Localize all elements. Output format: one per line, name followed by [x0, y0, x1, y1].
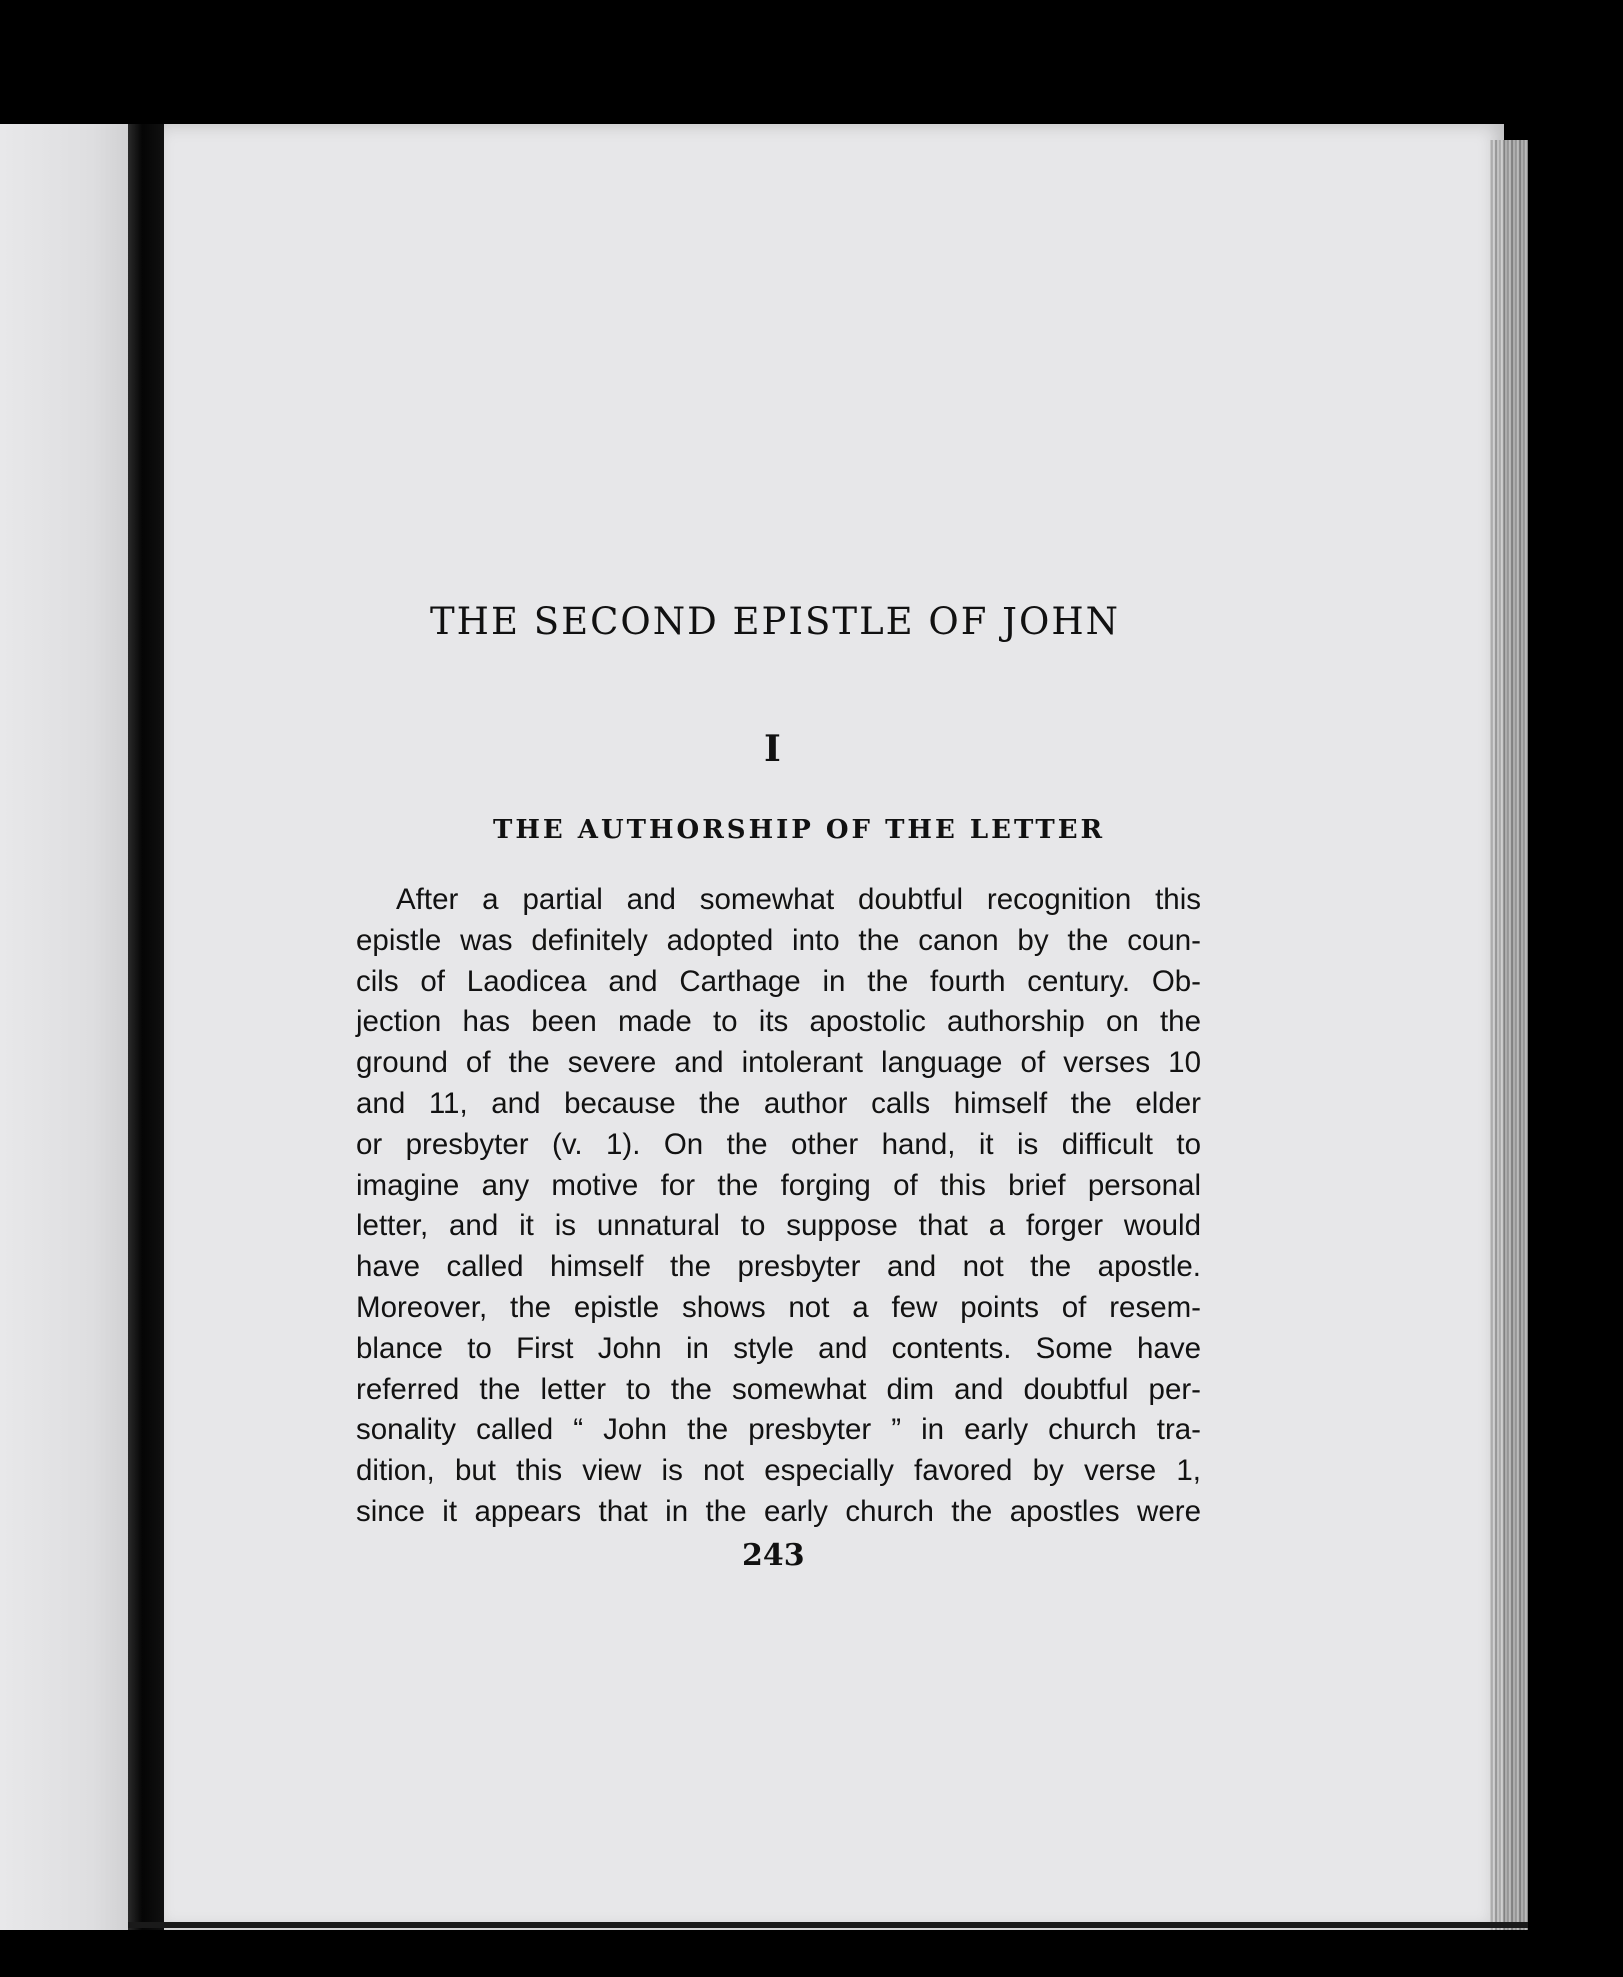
text-line: letter, and it is unnatural to suppose that a forger would [356, 1209, 1201, 1243]
text-line: or presbyter (v. 1). On the other hand, it is difficult to [356, 1127, 1201, 1161]
chapter-title: THE SECOND EPISTLE OF JOHN [430, 600, 1120, 643]
paragraph [356, 880, 1201, 1533]
text-line: cils of Laodicea and Carthage in the fourth century. Ob- [356, 964, 1201, 998]
page-number: 243 [742, 1538, 805, 1573]
text-line: since it appears that in the early church the apostles were [356, 1494, 1201, 1528]
text-line: jection has been made to its apostolic authorship on the [356, 1005, 1201, 1039]
text-line: After a partial and somewhat doubtful recognition this [396, 883, 1201, 916]
text-line: referred the letter to the somewhat dim and doubtful per- [356, 1372, 1201, 1406]
text-line: ground of the severe and intolerant language of verses 10 [356, 1046, 1201, 1080]
text-line: dition, but this view is not especially favored by verse 1, [356, 1454, 1201, 1488]
facing-page [0, 124, 132, 1930]
text-line: and 11, and because the author calls himself the elder [356, 1086, 1201, 1120]
text-line: Moreover, the epistle shows not a few points of resem- [356, 1290, 1201, 1324]
text-line: epistle was definitely adopted into the canon by the coun- [356, 923, 1201, 957]
text-line: blance to First John in style and contents. Some have [356, 1331, 1201, 1365]
page-bottom-edge [128, 1922, 1528, 1928]
text-line: imagine any motive for the forging of this brief personal [356, 1168, 1201, 1202]
text-line: have called himself the presbyter and not the apostle. [356, 1250, 1201, 1284]
book-gutter [128, 124, 164, 1930]
text-line: sonality called “ John the presbyter ” in early church tra- [356, 1413, 1201, 1447]
section-number: I [764, 728, 781, 770]
section-title: THE AUTHORSHIP OF THE LETTER [493, 815, 1106, 845]
page-edges [1490, 140, 1528, 1930]
